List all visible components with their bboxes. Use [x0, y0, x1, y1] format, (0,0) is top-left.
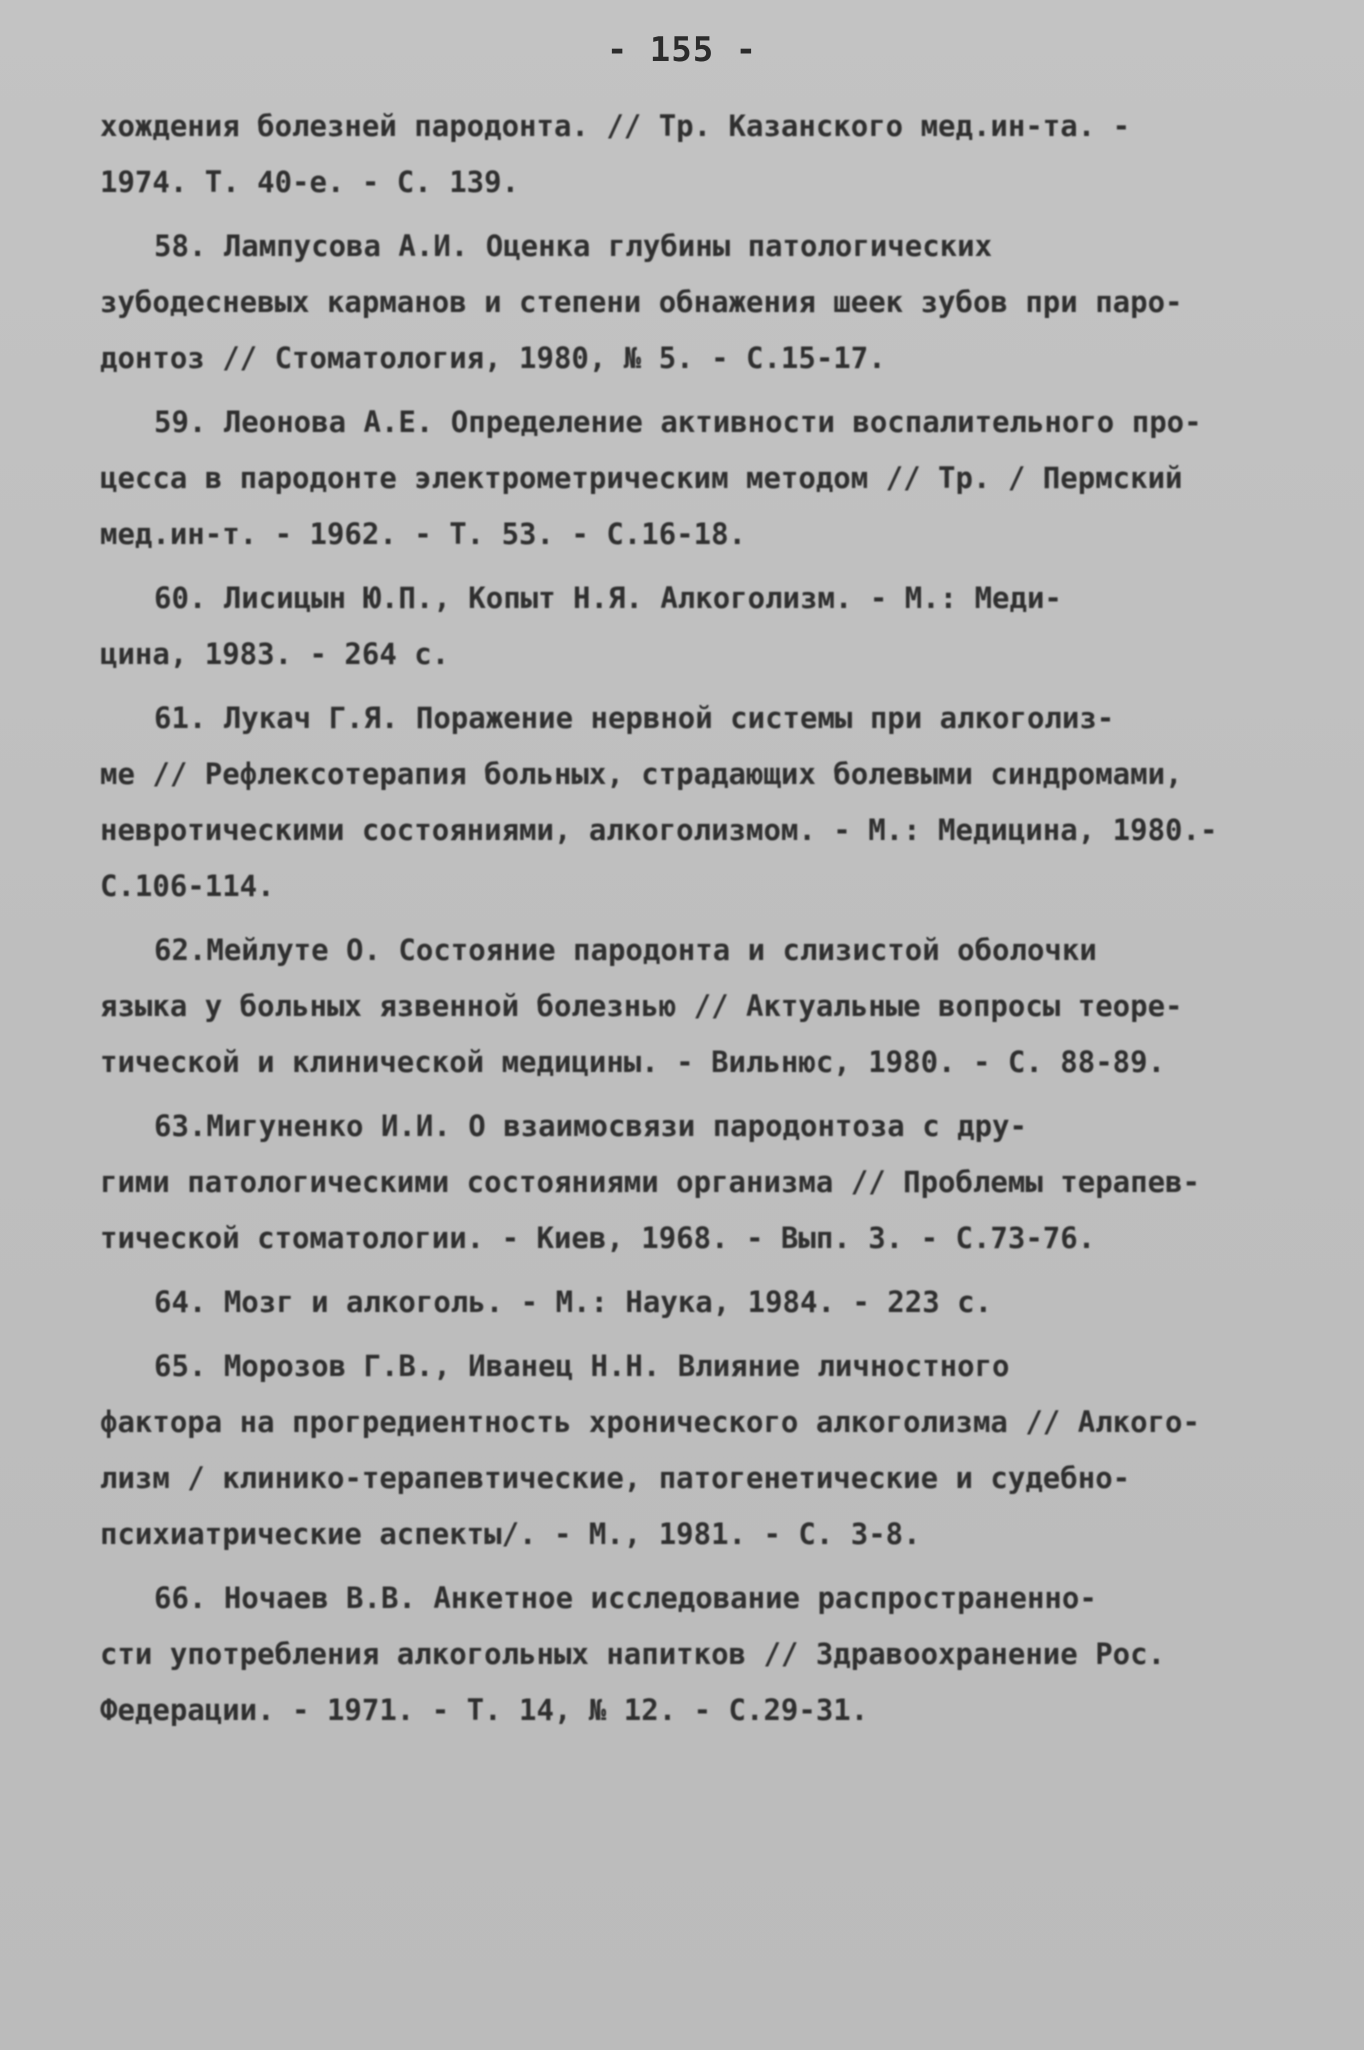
entry-line: психиатрические аспекты/. - М., 1981. - С. 3-8. [100, 1517, 921, 1551]
bibliography-entry [100, 1098, 1260, 1266]
entry-line: 65. Морозов Г.В., Иванец Н.Н. Влияние личностного [154, 1349, 1010, 1383]
entry-line: 60. Лисицын Ю.П., Копыт Н.Я. Алкоголизм. - М.: Меди- [154, 581, 1062, 615]
entry-line: тической стоматологии. - Киев, 1968. - Вып. 3. - С.73-76. [100, 1221, 1096, 1255]
entry-line: 1974. Т. 40-е. - С. 139. [100, 165, 520, 199]
bibliography-entry [100, 570, 1260, 682]
entry-line: 59. Леонова А.Е. Определение активности воспалительного про- [154, 405, 1202, 439]
entry-line: 58. Лампусова А.И. Оценка глубины патологических [154, 229, 993, 263]
entry-line: тической и клинической медицины. - Вильнюс, 1980. - С. 88-89. [100, 1045, 1166, 1079]
bibliography-entry [100, 98, 1260, 210]
entry-line: 61. Лукач Г.Я. Поражение нервной системы при алкоголиз- [154, 701, 1115, 735]
entry-line: лизм / клинико-терапевтические, патогенетические и судебно- [100, 1461, 1131, 1495]
entry-line: 62.Мейлуте О. Состояние пародонта и слизистой оболочки [154, 933, 1097, 967]
bibliography-entry [100, 1338, 1260, 1562]
entry-line: 64. Мозг и алкоголь. - М.: Наука, 1984. - 223 с. [154, 1285, 993, 1319]
entry-line: зубодесневых карманов и степени обнажения шеек зубов при паро- [100, 285, 1183, 319]
entry-line: 63.Мигуненко И.И. О взаимосвязи пародонтоза с дру- [154, 1109, 1027, 1143]
bibliography-entry [100, 922, 1260, 1090]
entry-line: цина, 1983. - 264 с. [100, 637, 450, 671]
bibliography-entry [100, 1274, 1260, 1330]
entry-line: хождения болезней пародонта. // Тр. Казанского мед.ин-та. - [100, 109, 1131, 143]
entry-line: языка у больных язвенной болезнью // Актуальные вопросы теоре- [100, 989, 1183, 1023]
entry-line: Федерации. - 1971. - Т. 14, № 12. - С.29-31. [100, 1693, 869, 1727]
entry-line: С.106-114. [100, 869, 275, 903]
page-number: - 155 - [606, 30, 758, 70]
bibliography-entry [100, 690, 1260, 914]
entry-line: сти употребления алкогольных напитков // Здравоохранение Рос. [100, 1637, 1166, 1671]
entry-line: фактора на прогредиентность хронического алкоголизма // Алкого- [100, 1405, 1200, 1439]
bibliography-list [100, 98, 1260, 1738]
entry-line: гими патологическими состояниями организма // Проблемы терапев- [100, 1165, 1200, 1199]
entry-line: ме // Рефлексотерапия больных, страдающих болевыми синдромами, [100, 757, 1183, 791]
entry-line: 66. Ночаев В.В. Анкетное исследование распространеннo- [154, 1581, 1097, 1615]
bibliography-entry [100, 394, 1260, 562]
entry-line: невротическими состояниями, алкоголизмом. - М.: Медицина, 1980.- [100, 813, 1218, 847]
entry-line: цесса в пародонте электрометрическим методом // Тр. / Пермский [100, 461, 1183, 495]
entry-line: мед.ин-т. - 1962. - Т. 53. - С.16-18. [100, 517, 747, 551]
bibliography-entry [100, 1570, 1260, 1738]
bibliography-entry [100, 218, 1260, 386]
entry-line: донтоз // Стоматология, 1980, № 5. - С.15-17. [100, 341, 886, 375]
